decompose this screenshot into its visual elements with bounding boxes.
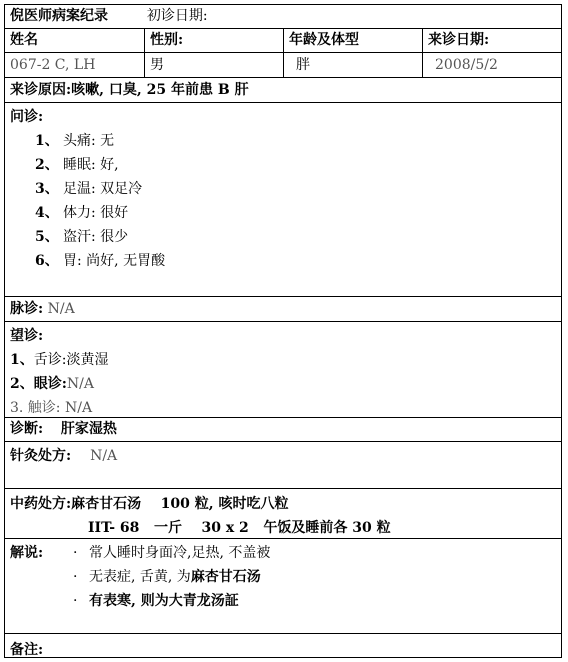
info-value-row [5, 53, 561, 78]
explanation-bullet: · 有表寒, 则为大青龙汤証 [73, 593, 239, 609]
reason-row [5, 78, 561, 103]
explanation-bullet: · 常人睡时身面冷,足热, 不盖被 [73, 545, 271, 561]
pulse-value: N/A [47, 301, 75, 317]
acupuncture-value: N/A [90, 448, 118, 464]
visit-date-label: 来诊日期: [422, 29, 563, 52]
info-label-row [5, 29, 561, 53]
eye-diagnosis: 2、眼诊:N/A [10, 376, 94, 392]
inquiry-item: 5、 盗汗: 很少 [35, 229, 129, 245]
observation-section [5, 322, 561, 418]
gender-label: 性别: [144, 29, 283, 52]
record-title: 倪医师病案纪录 [10, 8, 108, 24]
inquiry-item: 2、 睡眠: 好, [35, 157, 119, 173]
acupuncture-row [5, 442, 561, 489]
inquiry-item: 1、 头痛: 无 [35, 133, 115, 149]
age-body-label: 年龄及体型 [283, 29, 422, 52]
explanation-section [5, 539, 561, 634]
remarks-label: 备注: [10, 642, 44, 658]
name-label: 姓名 [10, 32, 38, 48]
pulse-label: 脉诊: [10, 301, 44, 317]
acupuncture-label: 针灸处方: [10, 448, 72, 464]
title-row [5, 5, 561, 29]
first-visit-date-label: 初诊日期: [146, 8, 208, 24]
tongue-diagnosis: 1、舌诊:淡黄湿 [10, 352, 109, 368]
herbal-line-1: 中药处方:麻杏甘石汤 100 粒, 咳时吃八粒 [10, 496, 289, 512]
gender-value: 男 [144, 53, 283, 77]
diagnosis-value: 肝家湿热 [60, 421, 117, 437]
inquiry-section [5, 103, 561, 297]
inquiry-item: 6、 胃: 尚好, 无胃酸 [35, 253, 166, 269]
inquiry-item: 3、 足温: 双足冷 [35, 181, 143, 197]
diagnosis-row [5, 418, 561, 442]
medical-record-sheet [4, 4, 562, 658]
inquiry-item: 4、 体力: 很好 [35, 205, 129, 221]
body-type-value: 胖 [283, 53, 422, 77]
touch-diagnosis: 3. 触诊: N/A [10, 400, 93, 416]
visit-reason: 来诊原因:咳嗽, 口臭, 25 年前患 B 肝 [10, 82, 249, 98]
explanation-label: 解说: [10, 545, 44, 561]
herbal-line-2: IIT- 68 一斤 30 x 2 午饭及睡前各 30 粒 [88, 520, 391, 536]
explanation-bullet: · 无表症, 舌黄, 为麻杏甘石汤 [73, 569, 261, 585]
inquiry-label: 问诊: [10, 109, 44, 125]
visit-date-value: 2008/5/2 [422, 53, 563, 77]
observation-label: 望诊: [10, 328, 44, 344]
diagnosis-label: 诊断: [10, 421, 44, 437]
pulse-row [5, 297, 561, 322]
herbal-prescription-section [5, 489, 561, 539]
patient-name-value: 067-2 C, LH [10, 57, 96, 73]
